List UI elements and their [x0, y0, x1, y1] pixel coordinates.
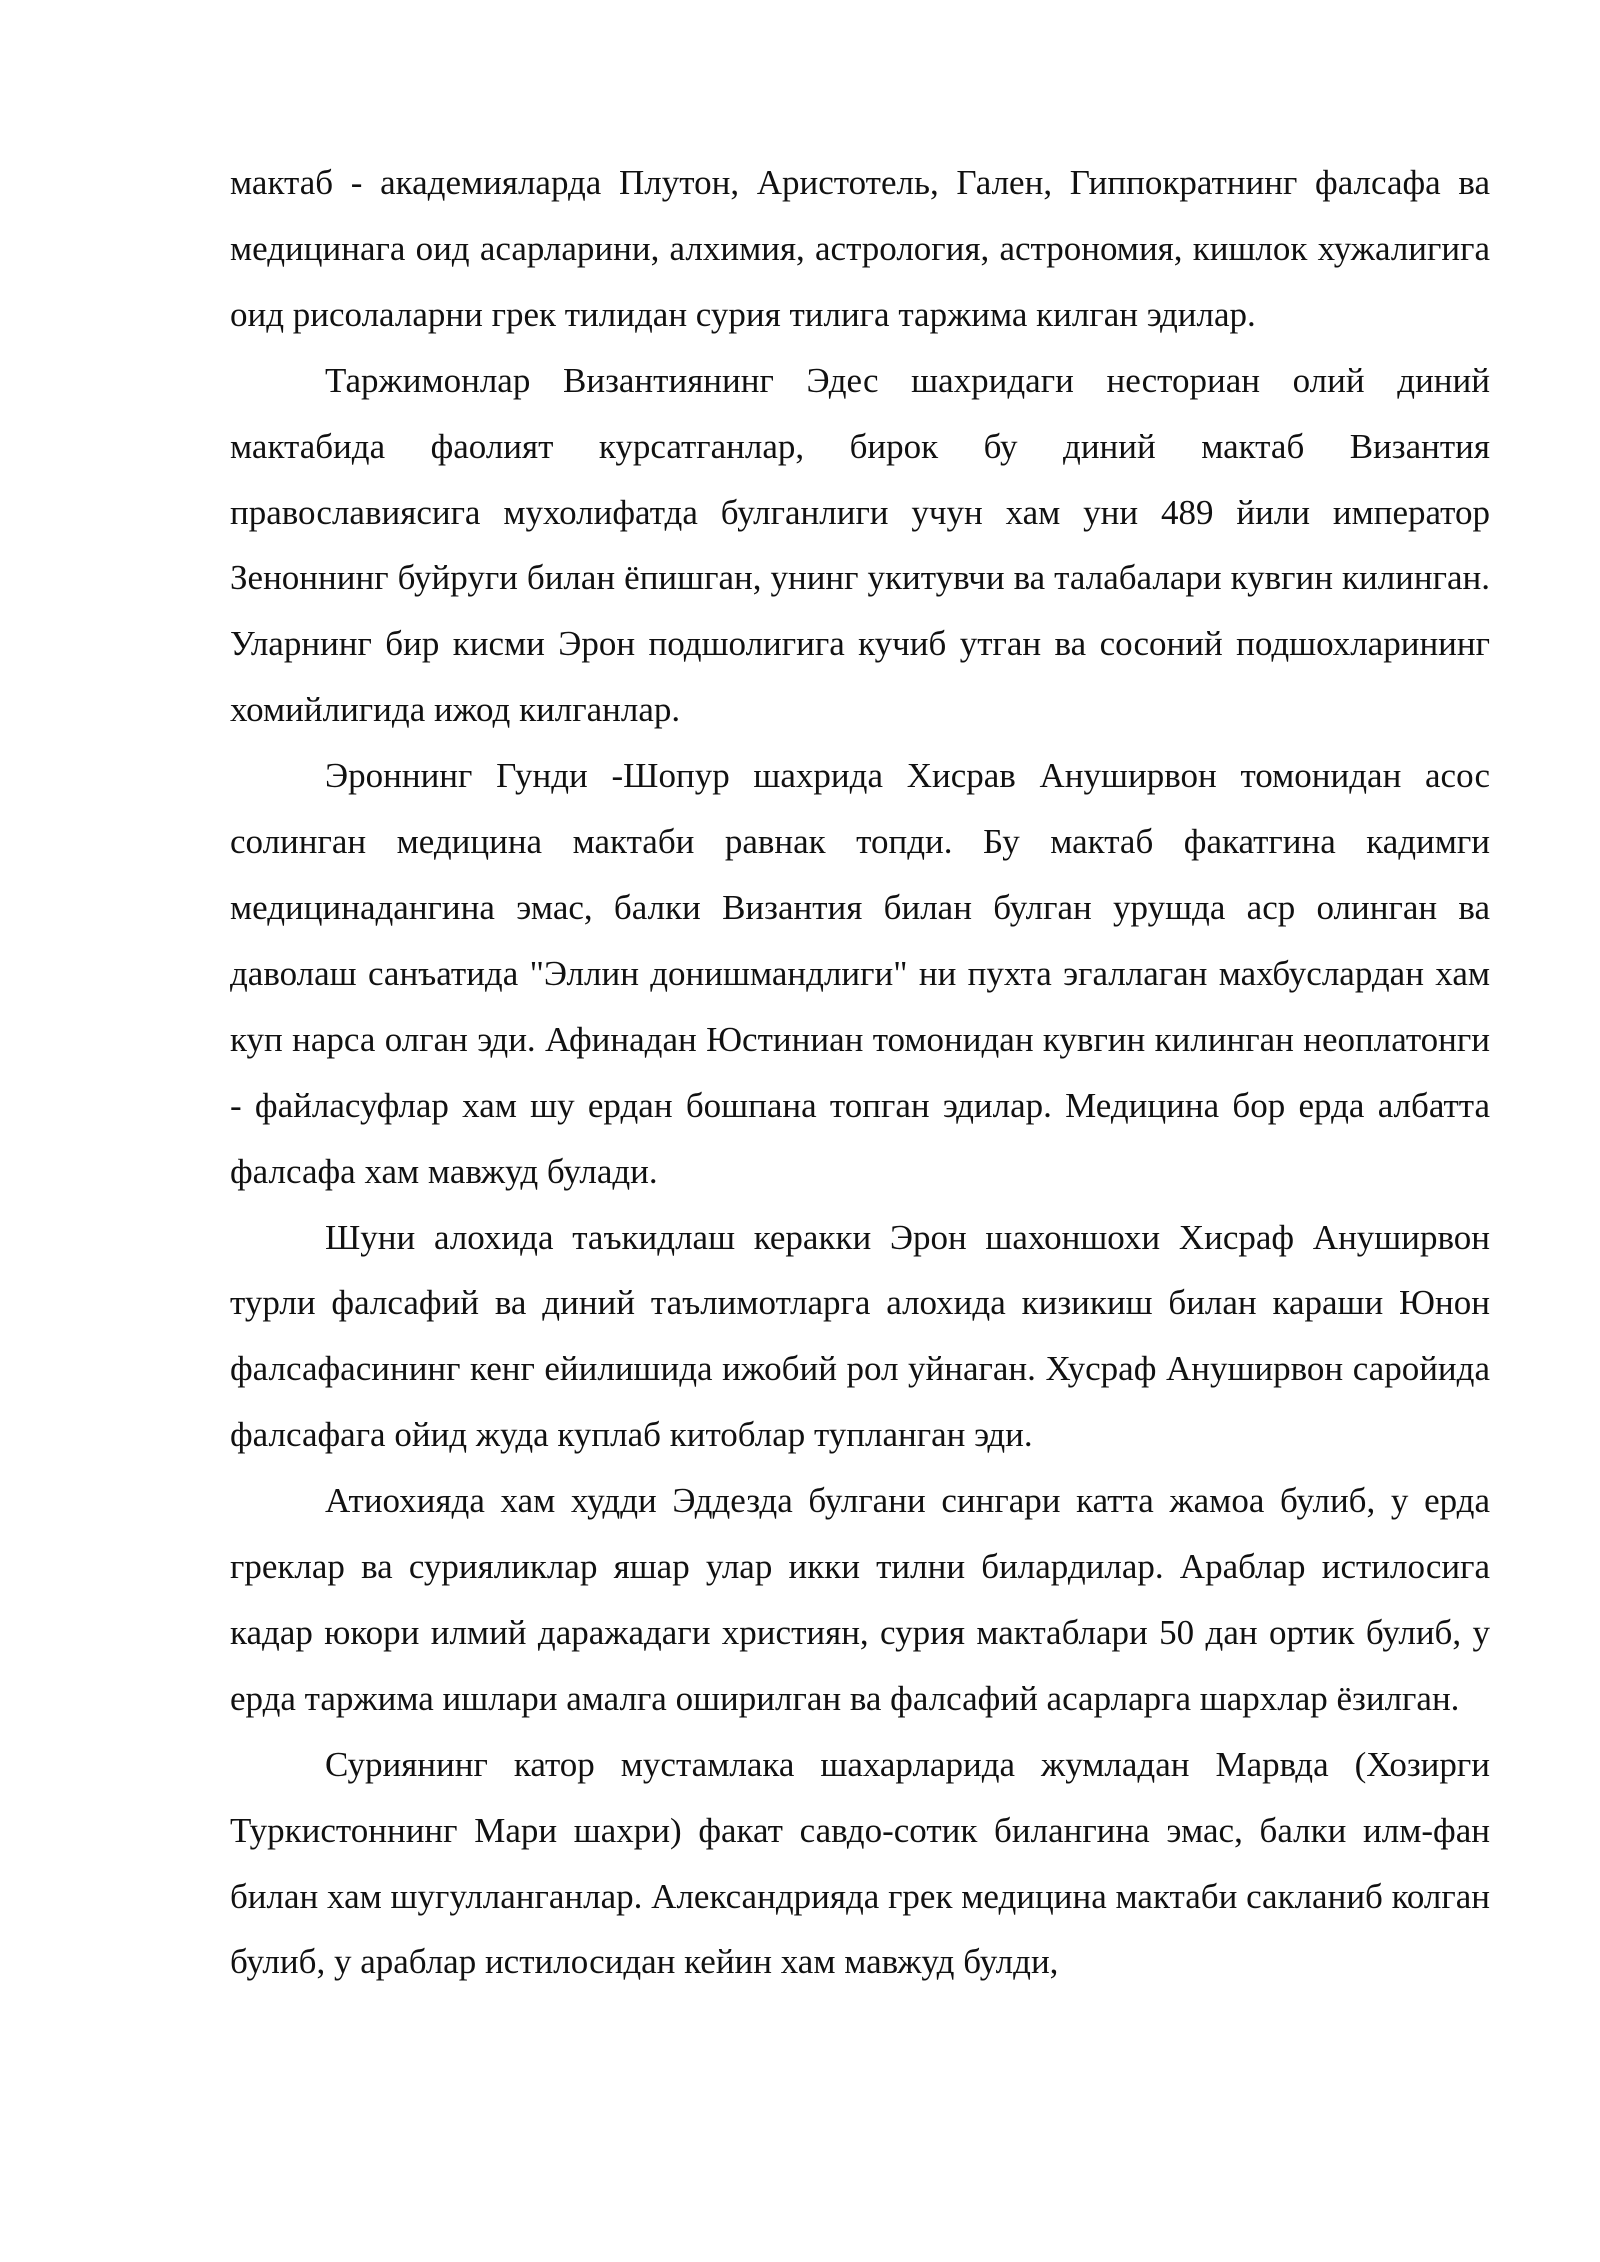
paragraph-6: Суриянинг катор мустамлака шахарларида жумладан Марвда (Хозирги Туркистоннинг Мари шахри) факат савдо-сотик билангина эмас, балки илм-фан билан хам шугулланганлар. Александрияда грек медицина мактаби сакланиб колган булиб, у араблар истилосидан кейин хам мавжуд булди, [230, 1744, 1490, 1982]
document-body [230, 150, 1490, 1995]
paragraph-1: мактаб - академияларда Плутон, Аристотель, Гален, Гиппократнинг фалсафа ва медицинага оид асарларини, алхимия, астрология, астрономия, кишлок хужалигига оид рисолаларни грек тилидан сурия тилига таржима килган эдилар. [230, 163, 1490, 334]
paragraph-5: Атиохияда хам худди Эддезда булгани сингари катта жамоа булиб, у ерда греклар ва сурияликлар яшар улар икки тилни билардилар. Араблар истилосига кадар юкори илмий даражадаги християн, сурия мактаблари 50 дан ортик булиб, у ерда таржима ишлари амалга оширилган ва фалсафий асарларга шархлар ёзилган. [230, 1481, 1490, 1718]
paragraph-3: Эроннинг Гунди -Шопур шахрида Хисрав Ануширвон томонидан асос солинган медицина мактаби равнак топди. Бу мактаб факатгина кадимги медицинадангина эмас, балки Византия билан булган урушда аср олинган ва даволаш санъатида "Эллин донишмандлиги" ни пухта эгаллаган махбуслардан хам куп нарса олган эди. Афинадан Юстиниан томонидан кувгин килинган неоплатонги - файласуфлар хам шу ердан бошпана топган эдилар. Медицина бор ерда албатта фалсафа хам мавжуд булади. [230, 756, 1490, 1191]
paragraph-2: Таржимонлар Византиянинг Эдес шахридаги несториан олий диний мактабида фаолият курсатганлар, бирок бу диний мактаб Византия православиясига мухолифатда булганлиги учун хам уни 489 йили император Зеноннинг буйруги билан ёпишган, унинг укитувчи ва талабалари кувгин килинган. Уларнинг бир кисми Эрон подшолигига кучиб утган ва сосоний подшохларининг хомийлигида ижод килганлар. [230, 360, 1490, 730]
paragraph-4: Шуни алохида таъкидлаш керакки Эрон шахоншохи Хисраф Ануширвон турли фалсафий ва диний таълимотларга алохида кизикиш билан караши Юнон фалсафасининг кенг ейилишида ижобий рол уйнаган. Хусраф Ануширвон саройида фалсафага ойид жуда куплаб китоблар тупланган эди. [230, 1217, 1490, 1455]
